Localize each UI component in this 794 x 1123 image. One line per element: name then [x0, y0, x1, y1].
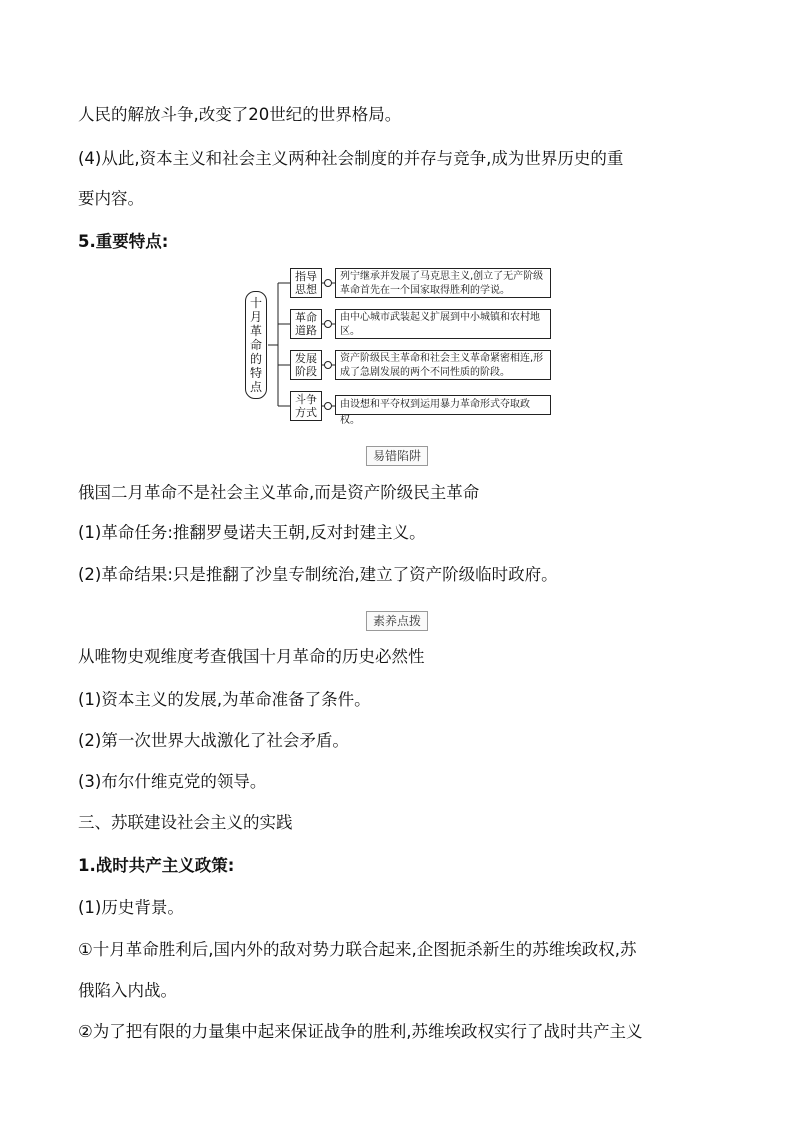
literacy-tag: 素养点拨 — [366, 611, 428, 631]
paragraph-line: (1)资本主义的发展,为革命准备了条件。 — [78, 690, 371, 709]
connector-dot — [324, 279, 332, 287]
category-box: 指导思想 — [290, 268, 322, 298]
paragraph-line: (1)历史背景。 — [78, 898, 184, 917]
description-box: 由设想和平夺权到运用暴力革命形式夺取政权。 — [335, 395, 551, 415]
paragraph-line: (4)从此,资本主义和社会主义两种社会制度的并存与竞争,成为世界历史的重 — [78, 149, 624, 168]
paragraph-line: 人民的解放斗争,改变了20世纪的世界格局。 — [78, 105, 402, 124]
category-box: 革命道路 — [290, 309, 322, 339]
diagram-root: 十月革命的特点 — [245, 291, 267, 399]
paragraph-line: ②为了把有限的力量集中起来保证战争的胜利,苏维埃政权实行了战时共产主义 — [78, 1022, 643, 1041]
connector-dot — [324, 320, 332, 328]
connector-dot — [324, 402, 332, 410]
paragraph-line: 要内容。 — [78, 189, 144, 208]
paragraph-line: 俄国二月革命不是社会主义革命,而是资产阶级民主革命 — [78, 483, 480, 502]
paragraph-line: ①十月革命胜利后,国内外的敌对势力联合起来,企图扼杀新生的苏维埃政权,苏 — [78, 940, 637, 959]
section-heading: 5.重要特点: — [78, 232, 169, 251]
paragraph-line: (2)革命结果:只是推翻了沙皇专制统治,建立了资产阶级临时政府。 — [78, 565, 558, 584]
paragraph-line: 从唯物史观维度考查俄国十月革命的历史必然性 — [78, 647, 425, 666]
paragraph-line: (3)布尔什维克党的领导。 — [78, 772, 267, 791]
paragraph-line: (2)第一次世界大战激化了社会矛盾。 — [78, 731, 349, 750]
description-box: 列宁继承并发展了马克思主义,创立了无产阶级革命首先在一个国家取得胜利的学说。 — [335, 268, 551, 298]
section-heading: 1.战时共产主义政策: — [78, 856, 235, 875]
trap-tag: 易错陷阱 — [366, 446, 428, 466]
paragraph-line: 俄陷入内战。 — [78, 981, 177, 1000]
connector-dot — [324, 361, 332, 369]
category-box: 发展阶段 — [290, 350, 322, 380]
revolution-features-diagram — [245, 265, 565, 425]
description-box: 资产阶级民主革命和社会主义革命紧密相连,形成了急剧发展的两个不同性质的阶段。 — [335, 350, 551, 380]
paragraph-line: 三、苏联建设社会主义的实践 — [78, 813, 293, 832]
category-box: 斗争方式 — [290, 391, 322, 421]
description-box: 由中心城市武装起义扩展到中小城镇和农村地区。 — [335, 309, 551, 339]
paragraph-line: (1)革命任务:推翻罗曼诺夫王朝,反对封建主义。 — [78, 523, 426, 542]
